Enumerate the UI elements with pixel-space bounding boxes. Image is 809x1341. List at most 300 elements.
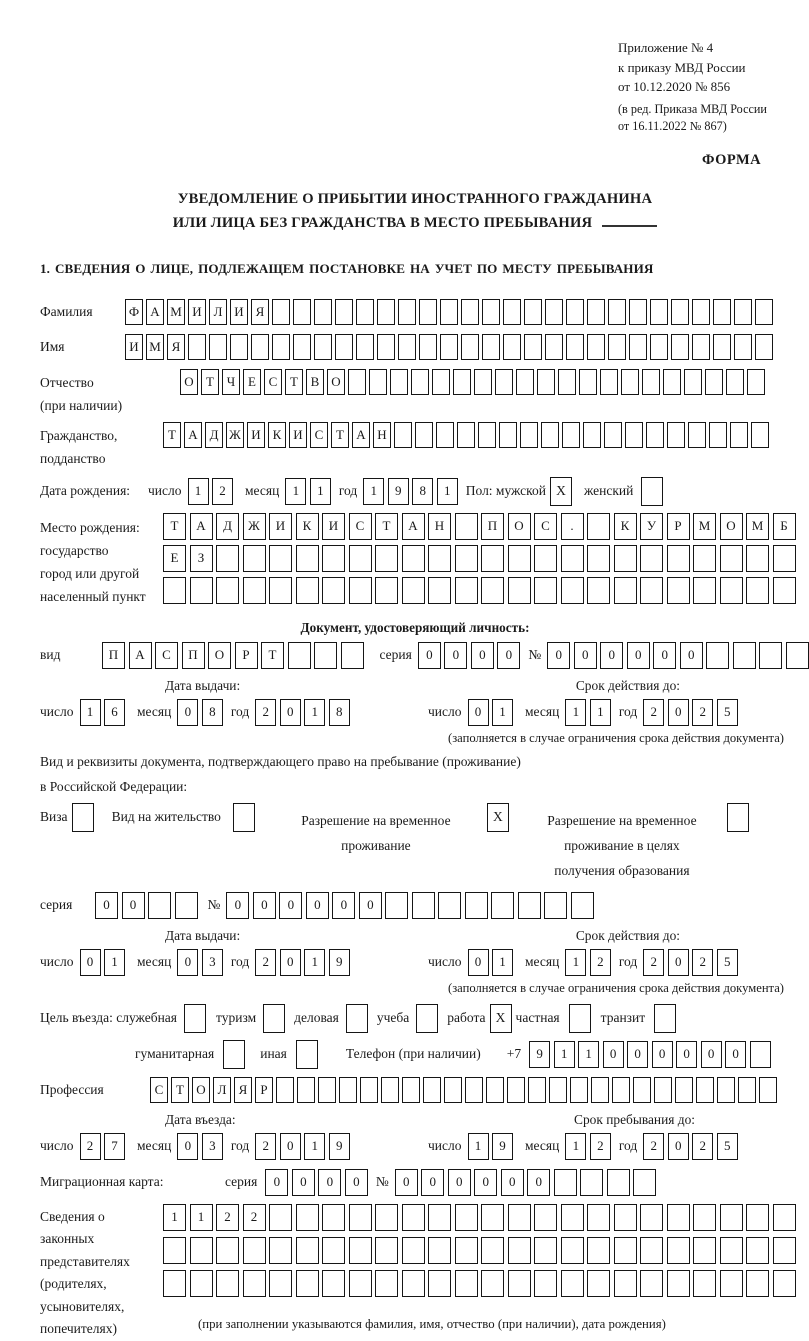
char-cell [455,1270,478,1297]
char-cell [375,577,398,604]
char-cell [394,422,412,448]
char-cell [453,369,471,395]
char-cell: О [327,369,345,395]
char-cell [398,334,416,360]
char-cell [296,577,319,604]
char-cell [269,1270,292,1297]
char-cell [481,545,504,572]
purpose-official-label: Цель въезда: служебная [40,1010,177,1026]
representatives-row [40,1204,790,1341]
stay-month-cells [565,1133,611,1160]
char-cell: Т [331,422,349,448]
char-cell [318,1077,336,1103]
char-cell: 9 [529,1041,550,1068]
char-cell [561,545,584,572]
char-cell [230,334,248,360]
birthdate-row [40,477,790,506]
patronymic-cells [180,369,765,395]
series-word: серия [379,647,412,663]
char-cell: 0 [474,1169,497,1196]
char-cell [688,422,706,448]
char-cell [608,299,626,325]
char-cell [243,1237,266,1264]
char-cell [534,1237,557,1264]
rvp-label: Разрешение на временное проживание [301,812,451,853]
number-sign: № [375,1174,389,1190]
purpose-transit-checkbox [654,1004,676,1033]
char-cell [276,1077,294,1103]
phone-prefix: +7 [506,1046,522,1062]
char-cell [349,1270,372,1297]
month-word: месяц [137,1138,172,1154]
char-cell [436,422,454,448]
char-cell [297,1077,315,1103]
char-cell [640,1270,663,1297]
char-cell [190,1270,213,1297]
char-cell [432,369,450,395]
char-cell [614,1270,637,1297]
char-cell [503,334,521,360]
migration-card-label: Миграционная карта: [40,1174,164,1190]
year-word: год [618,704,638,720]
char-cell: 3 [202,1133,223,1160]
char-cell [734,299,752,325]
char-cell: Т [201,369,219,395]
birthplace-label: Место рождения: государство город или другой населенный пункт [40,519,146,604]
char-cell: 0 [701,1041,722,1068]
char-cell [216,577,239,604]
residence-permit-checkbox [233,803,255,832]
char-cell: 0 [418,642,441,669]
char-cell: М [167,299,185,325]
char-cell [474,369,492,395]
char-cell [369,369,387,395]
expiry-year-cells [643,699,738,726]
char-cell [667,545,690,572]
char-cell [569,1004,591,1033]
char-cell [667,1204,690,1231]
number-sign: № [207,897,221,913]
char-cell [750,1041,771,1068]
char-cell [773,545,796,572]
purpose-private-label: частная [515,1010,560,1026]
char-cell: С [155,642,178,669]
residence-series-cells [95,892,198,919]
char-cell [296,1270,319,1297]
char-cell [734,334,752,360]
appendix-line: от 16.11.2022 № 867) [618,119,727,134]
char-cell [455,1237,478,1264]
char-cell [223,1040,245,1069]
char-cell: Т [261,642,284,669]
issue-year-cells [255,699,350,726]
char-cell: 1 [163,1204,186,1231]
char-cell: Ж [226,422,244,448]
citizenship-row [40,422,790,471]
char-cell [349,1237,372,1264]
char-cell [314,642,337,669]
entry-date-headings [40,1112,790,1128]
char-cell [461,334,479,360]
year-word: год [618,1138,638,1154]
char-cell [587,1270,610,1297]
char-cell [360,1077,378,1103]
residence-number-cells [226,892,594,919]
char-cell [293,299,311,325]
char-cell [375,545,398,572]
char-cell: 0 [468,699,489,726]
char-cell: 1 [554,1041,575,1068]
char-cell: 0 [306,892,329,919]
char-cell: Т [163,513,186,540]
char-cell [263,1004,285,1033]
char-cell: 1 [304,699,325,726]
char-cell: X [550,477,572,506]
char-cell: М [693,513,716,540]
surname-row [40,299,790,325]
char-cell [495,369,513,395]
char-cell [773,577,796,604]
issue-day-cells [80,949,126,976]
char-cell [544,892,567,919]
char-cell: 0 [332,892,355,919]
char-cell: 1 [492,699,513,726]
char-cell [773,1204,796,1231]
char-cell: Я [167,334,185,360]
char-cell [402,1237,425,1264]
char-cell [587,334,605,360]
char-cell [667,422,685,448]
char-cell: 1 [80,699,101,726]
char-cell [233,803,255,832]
char-cell: 0 [359,892,382,919]
char-cell [604,422,622,448]
char-cell: 0 [501,1169,524,1196]
char-cell [322,1204,345,1231]
char-cell [713,334,731,360]
char-cell: 1 [310,478,331,505]
residence-doc-series-row [40,892,790,919]
char-cell [428,1204,451,1231]
char-cell: 0 [253,892,276,919]
char-cell [243,1270,266,1297]
char-cell: 0 [600,642,623,669]
title-blank-underline [602,225,657,227]
char-cell [440,299,458,325]
month-word: месяц [525,704,560,720]
char-cell: Е [243,369,261,395]
char-cell [759,642,782,669]
appendix-line: (в ред. Приказа МВД России [618,101,767,116]
char-cell: Е [163,545,186,572]
char-cell: 2 [692,949,713,976]
char-cell [713,299,731,325]
char-cell [269,1204,292,1231]
char-cell: 5 [717,699,738,726]
char-cell [614,1204,637,1231]
char-cell [163,577,186,604]
char-cell [633,1077,651,1103]
char-cell: И [322,513,345,540]
char-cell [650,334,668,360]
char-cell [481,1270,504,1297]
phone-cells [529,1041,771,1068]
char-cell [412,892,435,919]
expiry-date-group [428,699,738,726]
char-cell [314,334,332,360]
day-word: число [428,1138,462,1154]
purpose-tourism-label: туризм [216,1010,257,1026]
char-cell [528,1077,546,1103]
char-cell: 0 [80,949,101,976]
migration-series-cells [265,1169,368,1196]
char-cell [534,1204,557,1231]
char-cell [587,577,610,604]
entry-day-cells [80,1133,126,1160]
char-cell: А [146,299,164,325]
char-cell: Р [255,1077,273,1103]
char-cell: 1 [437,478,458,505]
char-cell [646,422,664,448]
char-cell [717,1077,735,1103]
char-cell: И [247,422,265,448]
representatives-note: (при заполнении указываются фамилия, имя, отчество (при наличии), дата рождения) [198,1316,666,1331]
purpose-study-label: учеба [376,1010,410,1026]
firstname-label: Имя [40,339,65,355]
char-cell: 0 [676,1041,697,1068]
char-cell [175,892,198,919]
residence-doc-intro2: в Российской Федерации: [40,778,188,794]
char-cell [614,545,637,572]
rvp-education-checkbox [727,803,749,832]
char-cell [444,1077,462,1103]
char-cell [650,299,668,325]
char-cell: 8 [329,699,350,726]
char-cell: X [487,803,509,832]
char-cell: П [102,642,125,669]
char-cell [455,577,478,604]
char-cell [561,1204,584,1231]
profession-cells [150,1077,777,1103]
char-cell: Я [251,299,269,325]
char-cell: С [150,1077,168,1103]
char-cell [746,1270,769,1297]
char-cell [747,369,765,395]
form-title-line2: ИЛИ ЛИЦА БЕЗ ГРАЖДАНСТВА В МЕСТО ПРЕБЫВАНИЯ [40,211,790,235]
char-cell: 0 [280,699,301,726]
char-cell [720,577,743,604]
char-cell: 0 [627,642,650,669]
char-cell [293,334,311,360]
char-cell [163,1270,186,1297]
char-cell [667,1270,690,1297]
char-cell [356,299,374,325]
char-cell [738,1077,756,1103]
char-cell [587,545,610,572]
char-cell [587,1237,610,1264]
char-cell: З [190,545,213,572]
residence-doc-options-row [40,803,790,884]
char-cell [629,334,647,360]
day-word: число [148,483,182,499]
char-cell: У [640,513,663,540]
char-cell [667,1237,690,1264]
char-cell: 2 [255,949,276,976]
char-cell: Л [209,299,227,325]
char-cell [621,369,639,395]
birth-day-cells [188,478,234,505]
char-cell [579,369,597,395]
char-cell [322,1270,345,1297]
char-cell: 0 [177,1133,198,1160]
char-cell [640,1204,663,1231]
char-cell: 5 [717,949,738,976]
year-word: год [230,704,250,720]
char-cell [534,1270,557,1297]
char-cell [482,334,500,360]
char-cell: 0 [603,1041,624,1068]
char-cell [720,1204,743,1231]
char-cell [419,299,437,325]
char-cell [746,545,769,572]
char-cell: Т [163,422,181,448]
char-cell [720,1237,743,1264]
profession-row [40,1077,790,1103]
representatives-label: Сведения о законных представителях (родителях, усыновителях, попечителях) [40,1208,130,1337]
char-cell [499,422,517,448]
char-cell [288,642,311,669]
char-cell [561,1237,584,1264]
char-cell [587,513,610,540]
purpose-other-checkbox [296,1040,318,1069]
char-cell [508,1204,531,1231]
char-cell [269,545,292,572]
expiry-month-cells [565,699,611,726]
char-cell: А [184,422,202,448]
char-cell: 0 [95,892,118,919]
doc-type-label: вид [40,647,61,663]
firstname-row [40,334,790,360]
char-cell [272,299,290,325]
char-cell [385,892,408,919]
year-word: год [230,1138,250,1154]
char-cell [580,1169,603,1196]
entry-date-heading: Дата въезда: [165,1111,236,1127]
appendix-line: Приложение № 4 [618,40,714,55]
char-cell [402,1270,425,1297]
purpose-tourism-checkbox [263,1004,285,1033]
char-cell: Ж [243,513,266,540]
char-cell [554,1169,577,1196]
char-cell: И [188,299,206,325]
purpose-work-checkbox [490,1004,512,1033]
char-cell [759,1077,777,1103]
char-cell: 0 [226,892,249,919]
char-cell [534,545,557,572]
char-cell [455,513,478,540]
residence-doc-dates [40,949,790,976]
char-cell: И [125,334,143,360]
char-cell: К [614,513,637,540]
char-cell: В [306,369,324,395]
char-cell [587,1204,610,1231]
char-cell: Т [375,513,398,540]
expiry-date-heading: Срок действия до: [575,927,680,943]
char-cell: Б [773,513,796,540]
char-cell [377,299,395,325]
char-cell: 2 [692,1133,713,1160]
char-cell [339,1077,357,1103]
purpose-business-checkbox [346,1004,368,1033]
char-cell [356,334,374,360]
char-cell [415,422,433,448]
purpose-study-checkbox [416,1004,438,1033]
char-cell [163,1237,186,1264]
year-word: год [230,954,250,970]
char-cell [629,299,647,325]
char-cell [642,369,660,395]
char-cell [549,1077,567,1103]
char-cell [518,892,541,919]
char-cell: М [146,334,164,360]
char-cell: 0 [471,642,494,669]
firstname-cells [125,334,773,360]
char-cell [755,299,773,325]
char-cell [348,369,366,395]
char-cell: 0 [345,1169,368,1196]
gender-female-label: женский [583,483,634,499]
month-word: месяц [245,483,280,499]
char-cell [440,334,458,360]
char-cell: 5 [717,1133,738,1160]
representatives-cells-row3 [163,1270,796,1297]
char-cell: 1 [188,478,209,505]
char-cell [508,545,531,572]
char-cell [696,1077,714,1103]
char-cell [419,334,437,360]
char-cell [428,1270,451,1297]
char-cell [746,1204,769,1231]
char-cell [411,369,429,395]
char-cell: И [230,299,248,325]
phone-label: Телефон (при наличии) [345,1046,481,1062]
char-cell [375,1204,398,1231]
month-word: месяц [525,1138,560,1154]
char-cell [545,334,563,360]
char-cell [457,422,475,448]
char-cell [524,299,542,325]
residence-doc-date-headings [40,928,790,944]
char-cell: 0 [527,1169,550,1196]
patronymic-row [40,369,790,418]
residence-doc-intro1: Вид и реквизиты документа, подтверждающего право на пребывание (проживание) [40,753,521,769]
char-cell: 2 [80,1133,101,1160]
identity-doc-heading: Документ, удостоверяющий личность: [300,619,530,635]
char-cell: 0 [668,949,689,976]
series-word: серия [225,1174,258,1190]
char-cell [693,577,716,604]
char-cell [706,642,729,669]
char-cell [534,577,557,604]
expiry-date-group [428,949,738,976]
char-cell [148,892,171,919]
char-cell: С [534,513,557,540]
char-cell [216,545,239,572]
rvp-education-label: Разрешение на временное проживание в целях получения образования [547,812,697,878]
char-cell: А [352,422,370,448]
birthplace-cells-row1 [163,513,796,540]
char-cell [693,1204,716,1231]
